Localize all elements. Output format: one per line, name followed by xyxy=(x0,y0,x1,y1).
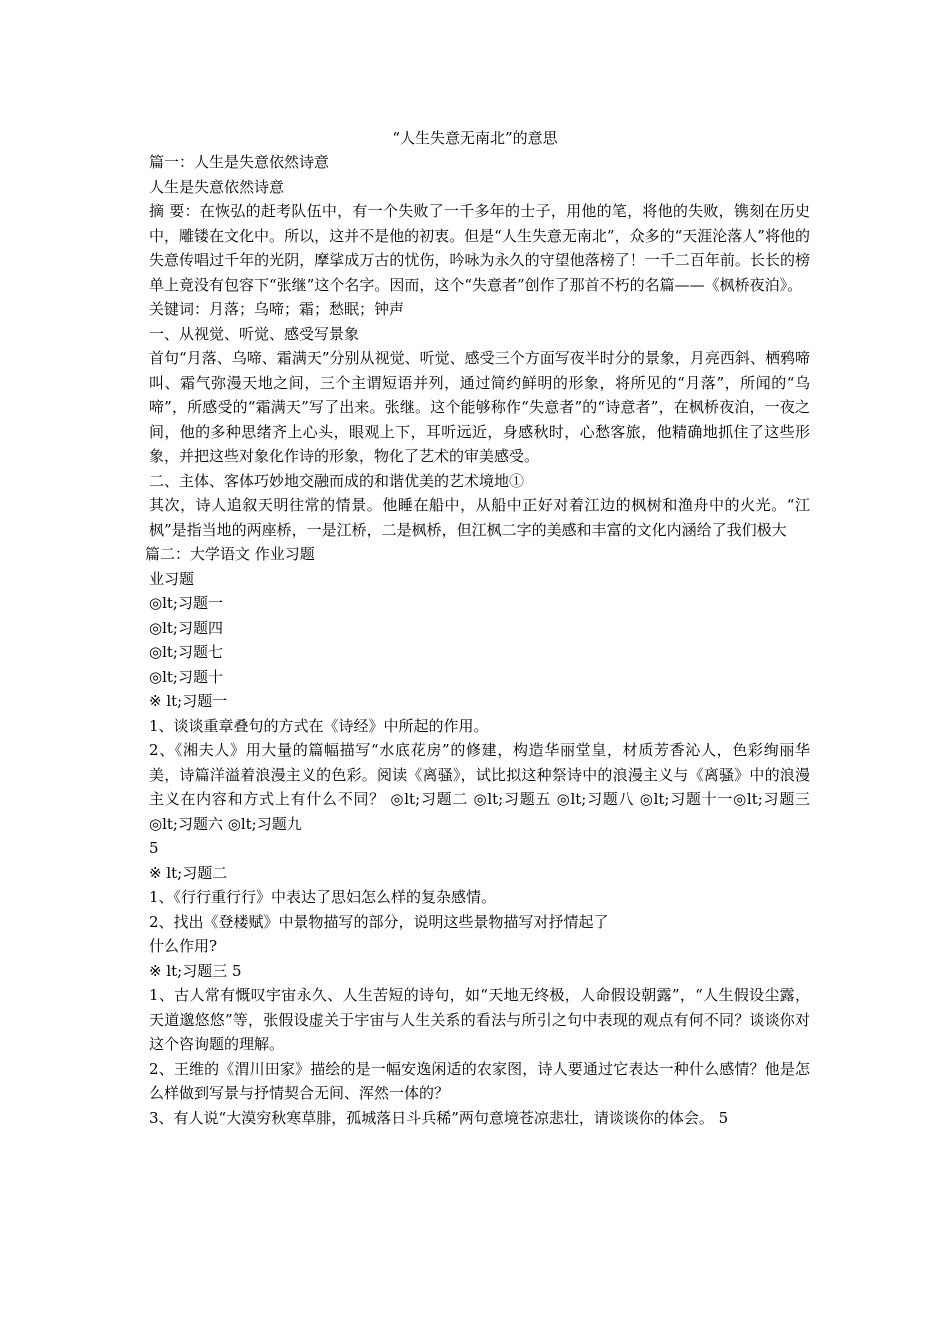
exercise-item: ◎lt;习题七 xyxy=(149,643,223,661)
paragraph: 首句“月落、乌啼、霜满天”分别从视觉、听觉、感受三个方面写夜半时分的景象，月亮西斜、栖鸦啼叫、霜气弥漫天地之间，三个主谓短语并列，通过简约鲜明的形象，将所见的“月落”，所闻的“乌啼”，所感受的“霜满天”写了出来。张继。这个能够称作“失意者”的“诗意者”，在枫桥夜泊，一夜之间，他的多种思绪齐上心头，眼观上下，耳听远近，身感秋时，心愁客旅，他精确地抓住了这些形象，并把这些对象化作诗的形象，物化了艺术的审美感受。 xyxy=(149,349,810,465)
exercise-item: ◎lt;习题四 xyxy=(149,618,223,637)
subheading: 一、从视觉、听觉、感受写景象 xyxy=(149,324,360,343)
exercise-item: ◎lt;习题十 xyxy=(149,667,223,686)
exercise-item: ◎lt;习题一 xyxy=(149,594,223,612)
exercise-heading: ※ lt;习题三 5 xyxy=(149,961,242,980)
question: 3、有人说“大漠穷秋寒草腓，孤城落日斗兵稀”两句意境苍凉悲壮，请谈谈你的体会。 5 xyxy=(149,1108,729,1127)
exercise-heading: ※ lt;习题一 xyxy=(149,692,228,710)
page-number-text: 5 xyxy=(149,839,159,857)
question: 2、找出《登楼赋》中景物描写的部分，说明这些景物描写对抒情起了 xyxy=(149,912,609,931)
question: 1、谈谈重章叠句的方式在《诗经》中所起的作用。 xyxy=(149,716,489,735)
question: 1、《行行重行行》中表达了思妇怎么样的复杂感情。 xyxy=(149,888,497,906)
subheading: 二、主体、客体巧妙地交融而成的和谐优美的艺术境地① xyxy=(149,471,525,490)
question: 1、古人常有慨叹宇宙永久、人生苦短的诗句，如“天地无终极，人命假设朝露”，“人生假设尘露，天道邈悠悠”等，张假设虚关于宇宙与人生关系的看法与所引之句中表现的观点有何不同？谈谈你对这个咨询题的理解。 xyxy=(149,986,810,1053)
keywords-line: 关键词：月落；乌啼；霜；愁眠；钟声 xyxy=(149,300,405,318)
document-title: “人生失意无南北”的意思 xyxy=(392,129,558,147)
section-heading: 篇一：人生是失意依然诗意 xyxy=(149,153,330,171)
question: 2、王维的《渭川田家》描绘的是一幅安逸闲适的农家图，诗人要通过它表达一种什么感情？他是怎么样做到写景与抒情契合无间、浑然一体的？ xyxy=(149,1059,810,1102)
paragraph: 其次，诗人追叙天明往常的情景。他睡在船中，从船中正好对着江边的枫树和渔舟中的火光。“江枫”是指当地的两座桥，一是江桥，二是枫桥，但江枫二字的美感和丰富的文化内涵给了我们极大 xyxy=(149,496,810,539)
question: 什么作用? xyxy=(149,937,218,955)
section-heading: 篇二：大学语文 作业习题 xyxy=(145,545,315,563)
paragraph: 业习题 xyxy=(149,569,195,588)
question: 2、《湘夫人》用大量的篇幅描写“水底花房”的修建，构造华丽堂皇，材质芳香沁人，色彩绚丽华美，诗篇洋溢着浪漫主义的色彩。阅读《离骚》，试比拟这种祭诗中的浪漫主义与《离骚》中的浪漫主义在内容和方式上有什么不同？ ◎lt;习题二 ◎lt;习题五 ◎lt;习题八 ◎lt;习题十一◎lt;习题三 ◎lt;习题六 ◎lt;习题九 xyxy=(149,741,810,833)
document-body xyxy=(145,150,810,1130)
abstract-paragraph: 摘 要：在恢弘的赶考队伍中，有一个失败了一千多年的士子，用他的笔，将他的失败，镌刻在历史中，雕镂在文化中。所以，这并不是他的初衷。但是“人生失意无南北”，众多的“天涯沦落人”将他的失意传唱过千年的光阴，摩挲成万古的忧伤，吟咏为永久的守望他落榜了！一千二百年前。长长的榜单上竟没有包容下“张继”这个名字。因而，这个“失意者”创作了那首不朽的名篇——《枫桥夜泊》。 xyxy=(149,202,810,294)
paragraph: 人生是失意依然诗意 xyxy=(149,177,285,196)
exercise-heading: ※ lt;习题二 xyxy=(149,863,228,882)
